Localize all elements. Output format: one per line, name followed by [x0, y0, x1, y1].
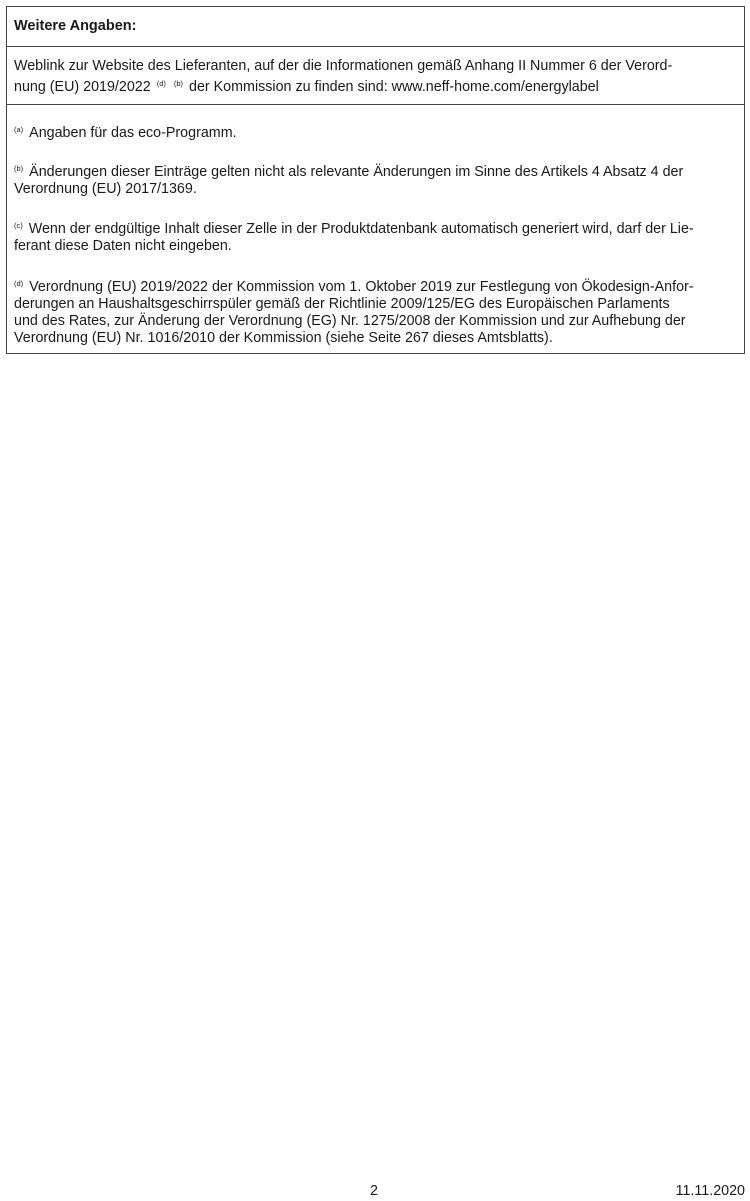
page-number: 2 — [370, 1183, 378, 1199]
footnote-marker: (c) — [14, 221, 23, 230]
footnote-text: Verordnung (EU) Nr. 1016/2010 der Kommission (siehe Seite 267 dieses Amtsblatts). — [14, 330, 553, 346]
footnote-a — [14, 121, 237, 142]
table-header — [7, 7, 744, 47]
footnote-text: Wenn der endgültige Inhalt dieser Zelle in der Produktdatenbank automatisch generiert wird, darf der Lie- — [28, 221, 694, 237]
weblink-row — [7, 47, 744, 105]
footnote-d — [14, 275, 694, 347]
footnote-text: ferant diese Daten nicht eingeben. — [14, 238, 232, 254]
document-date: 11.11.2020 — [675, 1183, 745, 1199]
weblink-line-1: Weblink zur Website des Lieferanten, auf der die Informationen gemäß Anhang II Nummer 6 der Verord- — [14, 58, 673, 74]
footnote-text: und des Rates, zur Änderung der Verordnung (EG) Nr. 1275/2008 der Kommission und zur Aufhebung der — [14, 313, 686, 329]
footnotes-row — [7, 105, 744, 353]
footnote-text: Verordnung (EU) 2017/1369. — [14, 181, 197, 197]
weblink-text-pre: nung (EU) 2019/2022 — [14, 79, 151, 95]
footnote-text: Änderungen dieser Einträge gelten nicht als relevante Änderungen im Sinne des Artikels 4 Absatz 4 der — [29, 164, 684, 180]
weblink-text-post: der Kommission zu finden sind: www.neff-home.com/energylabel — [189, 79, 599, 95]
footnote-text: Angaben für das eco-Programm. — [29, 125, 237, 141]
footnote-b — [14, 160, 683, 198]
footnote-ref-d: (d) — [156, 79, 166, 88]
section-title: Weitere Angaben: — [14, 18, 137, 34]
footnote-c — [14, 217, 694, 255]
footnote-marker: (d) — [14, 279, 24, 288]
footnote-marker: (a) — [14, 125, 24, 134]
weblink-line-2 — [14, 75, 744, 96]
footnote-text: derungen an Haushaltsgeschirrspüler gemäß der Richtlinie 2009/125/EG des Europäischen Parlaments — [14, 296, 670, 312]
footnote-ref-b: (b) — [173, 79, 184, 88]
footnote-text: Verordnung (EU) 2019/2022 der Kommission vom 1. Oktober 2019 zur Festlegung von Ökodesign-Anfor- — [29, 279, 694, 295]
info-table — [6, 6, 745, 354]
footnote-marker: (b) — [14, 164, 24, 173]
